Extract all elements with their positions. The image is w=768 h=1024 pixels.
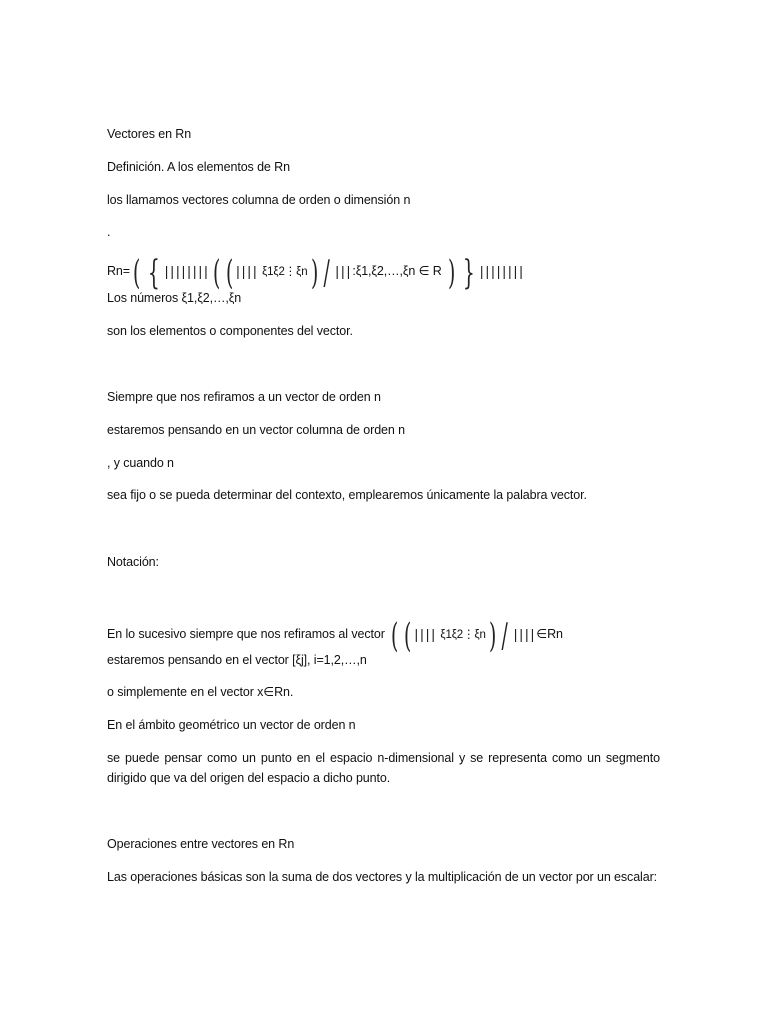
brace-bars-glyph-2: ||||||||	[479, 263, 525, 279]
definition-line: Definición. A los elementos de Rn	[107, 160, 290, 174]
simplemente-line: o simplemente en el vector x∈Rn.	[107, 685, 294, 699]
rn-lhs: Rn=	[107, 264, 130, 278]
rn-condition: :ξ1,ξ2,…,ξn ∈ R	[352, 264, 442, 278]
estaremos-line-2: estaremos pensando en el vector [ξj], i=1,2,…,n	[107, 653, 367, 667]
left-paren-glyph-3: (	[391, 616, 399, 656]
sucesivo-vector-components: ξ1ξ2⋮ξn	[440, 629, 486, 641]
sucesivo-text: En lo sucesivo siempre que nos refiramos al vector	[107, 627, 389, 641]
sucesivo-line	[107, 616, 563, 656]
left-curly-glyph: {	[148, 253, 160, 293]
paren-bars-glyph-3: ||||	[414, 626, 438, 642]
stray-dot: .	[107, 225, 111, 239]
numeros-line: Los números ξ1,ξ2,…,ξn	[107, 291, 242, 305]
sea-fijo-line: sea fijo o se pueda determinar del contexto, emplearemos únicamente la palabra vector.	[107, 488, 587, 502]
ambito-paragraph: se puede pensar como un punto en el espacio n-dimensional y se representa como un segmento dirigido que va del origen del espacio a dicho punto.	[107, 751, 660, 785]
left-paren-glyph: (	[212, 253, 221, 293]
definition-continuation: los llamamos vectores columna de orden o dimensión n	[107, 193, 411, 207]
left-brace-glyph: (	[132, 253, 141, 293]
estaremos-line-1: estaremos pensando en un vector columna de orden n	[107, 423, 405, 437]
paren-bars-glyph-2: |||	[335, 263, 353, 279]
sucesivo-membership: ∈Rn	[536, 627, 563, 641]
right-paren-glyph: )	[310, 253, 318, 293]
paren-bars-glyph: ||||	[236, 263, 259, 279]
paren-bars-glyph-4: ||||	[513, 626, 537, 642]
right-paren-glyph-2: /	[323, 253, 330, 293]
notacion-heading: Notación:	[107, 555, 159, 569]
right-curly-glyph: }	[463, 253, 475, 293]
ambito-line: En el ámbito geométrico un vector de orden n	[107, 718, 356, 732]
right-paren-glyph-5: /	[501, 616, 508, 656]
left-paren-glyph-4: (	[404, 616, 412, 656]
siempre-line: Siempre que nos refiramos a un vector de orden n	[107, 390, 381, 404]
brace-bars-glyph: ||||||||	[164, 263, 210, 279]
left-paren-glyph-2: (	[225, 253, 234, 293]
right-paren-glyph-3: )	[448, 253, 456, 293]
section-title: Vectores en Rn	[107, 127, 192, 141]
basicas-paragraph: Las operaciones básicas son la suma de dos vectores y la multiplicación de un vector por un escalar:	[107, 870, 658, 884]
right-paren-glyph-4: )	[488, 616, 497, 656]
operaciones-heading: Operaciones entre vectores en Rn	[107, 837, 295, 851]
rn-vector-components: ξ1ξ2⋮ξn	[262, 266, 308, 278]
numeros-continuation: son los elementos o componentes del vector.	[107, 324, 353, 338]
y-cuando-line: , y cuando n	[107, 456, 174, 470]
rn-definition-equation	[107, 253, 525, 293]
